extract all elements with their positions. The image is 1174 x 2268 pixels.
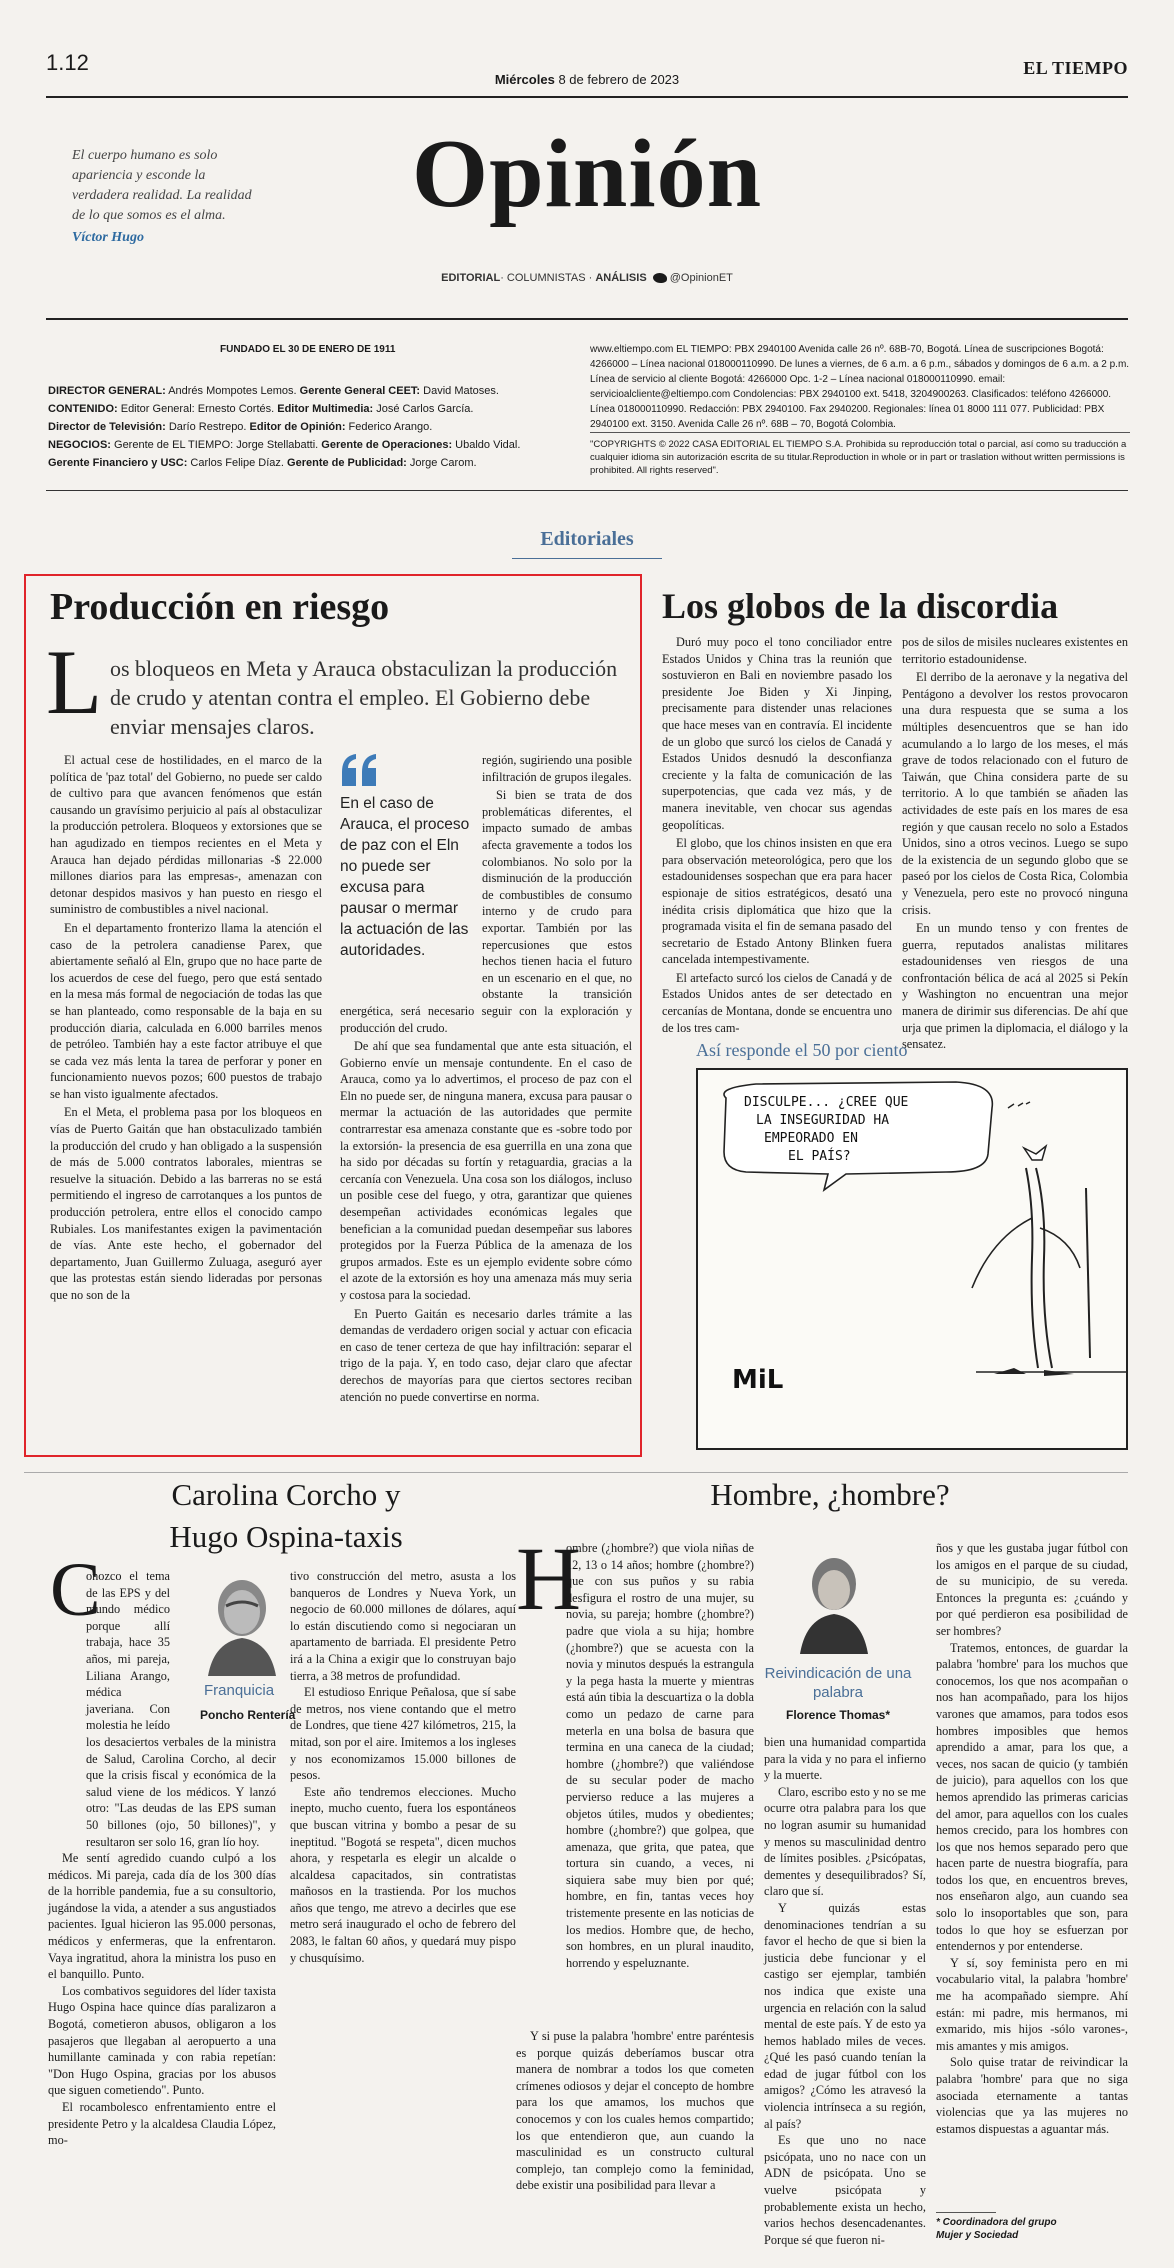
header-date <box>0 72 1174 87</box>
copyright-rule <box>590 432 1130 433</box>
paragraph: De ahí que sea fundamental que ante esta situación, el Gobierno envíe un mensaje contundente. En el caso de Arauca, como ya lo advertimos, el proceso de paz con el Eln no puede ser, de ninguna manera, excusa para pausar o mermar la actuación de las autoridades que permite contrarrestar esa amenaza constante que es -sobre todo por la extorsión- la presencia de esa guerrilla en una zona que ha sido por décadas su fortín y retaguardia, gracias a la cercanía con Venezuela. Una cosa son los diálogos, incluso un posible cese del fuego, y otra, garantizar que quienes desempeñan actividades económicas legales que benefician a la comunidad puedan desempeñar sus labores protegidos por la Fuerza Pública de la amenaza de los grupos armados. Este es un ejemplo evidente sobre cómo el azote de la extorsión es hoy una amenaza más muy seria y costosa para la sociedad. <box>340 1039 632 1302</box>
article-column <box>50 752 322 1306</box>
footnote-line: Mujer y Sociedad <box>936 2230 1019 2241</box>
top-rule <box>46 96 1128 98</box>
epigraph-quote: El cuerpo humano es solo apariencia y esconde la verdadera realidad. La realidad de lo que somos es el alma. <box>72 148 252 223</box>
column-title: Hombre, ¿hombre? <box>710 1477 950 1512</box>
paragraph: onozco el tema de las EPS y del mundo médico porque allí trabaja, hace 35 años, mi pareja, Liliana Arango, médica javeriana. Con molestia he leído los desaciertos verbales de la ministra de Salud, Carolina Corcho, al decir que la crisis fiscal y económica de la salud viene de los médicos. Y lanzó otro: "Las deudas de las EPS suman 50 billones (ojo, 50 billones)", y resultaron ser solo 16, gran lío hoy. <box>86 1569 276 1849</box>
paragraph: Duró muy poco el tono conciliador entre Estados Unidos y China tras la reunión que sostuvieron en Bali en noviembre pasado los presidente Joe Biden y Xi Jinping, precisamente para distender unas relaciones que hace meses van en contravía. El incidente de un globo que surcó los cielos de Canadá y Estados Unidos desnudó la desconfianza creciente y la falta de comunicación de las superpotencias, que cada vez más, y de manera inevitable, ven chocar sus agendas geopolíticas. <box>662 635 892 832</box>
twitter-bird-icon <box>653 273 667 283</box>
founded-line: FUNDADO EL 30 DE ENERO DE 1911 <box>220 344 396 355</box>
date-rest: 8 de febrero de 2023 <box>558 72 680 87</box>
paragraph: ombre (¿hombre?) que viola niñas de 12, 13 o 14 años; hombre (¿hombre?) que con sus puños y su rabia desfigura el rostro de una mujer, su novia, su pareja; hombre (¿hombre?) padre que viola a su hija; hombre (¿hombre?) que se acuesta con la novia y minutos después la estrangula y la pega hasta la muerte y mientras está aún tibia la descuartiza o la dobla como un pedazo de carne para meterla en una bolsa de basura que termina en una caneca de la ciudad; hombre (¿hombre?) que valiéndose de su secular poder de macho pervierso reduce a las mujeres a objetos útiles, mudos y obedientes; hombre (¿hombre?) que golpea, que amenaza, que grita, que patea, que tortura sin cuando, a veces, ni siquiera sabe muy bien por qué; hombre, en fin, tantas veces hoy tristemente presente en las noticias de los medios. Hombre que, de hecho, son hombres, en un plural inaudito, horrendo y espeluznante. <box>566 1541 754 1970</box>
title-line: Carolina Corcho y <box>171 1477 401 1512</box>
section-title: Opinión <box>411 120 763 228</box>
section-nav <box>0 272 1174 284</box>
pullquote-text: En el caso de Arauca, el proceso de paz con el Eln no puede ser excusa para pausar o mermar la actuación de las autoridades. <box>340 794 470 959</box>
staff-list <box>48 382 588 472</box>
contact-info: www.eltiempo.com EL TIEMPO: PBX 2940100 Avenida calle 26 nº. 68B-70, Bogotá. Línea de suscripciones Bogotá: 4266000 – Línea nacional 018000110990. De lunes a viernes, de 6 a.m. a 6 p.m., sábados y domingos de 6 a.m. a 2 p.m. Línea de servicio al cliente Bogotá: 4266000 Opc. 1-2 – Línea nacional 018000110990. email: servicioalcliente@eltiempo.com Condolencias: PBX 2940100 ext. 5418, 3204900263. Clasificados: teléfono 4266000. Línea 018000110990. Redacción: PBX 2940100. Fax 2940200. Regionales: línea 01 8000 111 077. Publicidad: PBX 2940100 ext. 3150. Avenida Calle 26 nº. 68B – 70, Bogotá Colombia. <box>590 344 1130 430</box>
article-column <box>764 1734 926 2248</box>
paragraph: región, sugiriendo una posible infiltración de grupos ilegales. <box>482 753 632 784</box>
paragraph: Es que uno no nace psicópata, uno no nace con un ADN de psicópata. Uno se vuelve psicópata y probablemente exista un hecho, varios hechos desencadenantes. Porque sé que fueron ni- <box>764 2133 926 2247</box>
nav-editorial[interactable]: EDITORIAL <box>441 272 501 284</box>
editoriales-underline <box>512 558 662 559</box>
masthead-rule <box>46 490 1128 491</box>
paragraph: Claro, escribo esto y no se me ocurre otra palabra para los que no logran asumir su humanidad y menos su masculinidad dentro de límites posibles. ¿Psicópatas, dementes y desequilibrados? Sí, claro que sí. <box>764 1784 926 1899</box>
date-day: Miércoles <box>494 72 555 87</box>
paragraph: Si bien se trata de dos problemáticas diferentes, el impacto sumado de ambas afecta gravemente a todos los colombianos. No solo por la disminución de la producción de combustibles de consumo interno y de crudo para exportar. También por las repercusiones que estos hechos tienen hacia el futuro en un escenario en el que, no obstante la transición energética, será necesario seguir con la exploración y producción del crudo. <box>340 788 632 1035</box>
brand-name: EL TIEMPO <box>1023 58 1128 78</box>
paragraph: tivo construcción del metro, asusta a los banqueros de Londres y Nueva York, un negocio de 60.000 millones de dólares, aquí lo están discutiendo como si negociaran un apartamento de barriada. El presidente Petro irá a la China a exigir que lo construyan bajo tierra, a 38 metros de profundidad. <box>290 1569 516 1683</box>
staff-row: NEGOCIOS: Gerente de EL TIEMPO: Jorge Stellabatti. Gerente de Operaciones: Ubaldo Vidal. <box>48 439 521 451</box>
paragraph: En el departamento fronterizo llama la atención el caso de la petrolera canadiense Parex, que abiertamente señaló al Eln, grupo que no hace parte de los acuerdos de cese del fuego, pero que está sentado en la mesa más formal de negociación de todas las que se han planteado, como responsable de la baja en su producción diaria, calculada en 6.000 barriles menos de petróleo. También hay a este factor atribuye el que se cada vez más lenta la tarea de perforar y poner en funcionamiento nuevos pozos; 600 puestos de trabajo se han visto igualmente afectados. <box>50 920 322 1101</box>
author-footnote <box>936 2216 1128 2242</box>
drop-cap: H <box>516 1530 581 1629</box>
article-column <box>902 634 1128 1055</box>
paragraph: Solo quise tratar de reivindicar la palabra 'hombre' para que no siga asociada eternamente a tantas violencias que ya las mujeres no estamos dispuestas a aguantar más. <box>936 2055 1128 2136</box>
staff-row: Gerente Financiero y USC: Carlos Felipe Díaz. Gerente de Publicidad: Jorge Carom. <box>48 457 477 469</box>
twitter-handle[interactable]: @OpinionET <box>669 272 733 284</box>
paragraph: pos de silos de misiles nucleares existentes en territorio estadounidense. <box>902 635 1128 666</box>
article-title: Producción en riesgo <box>50 586 390 628</box>
article-lede: os bloqueos en Meta y Arauca obstaculizan la producción de crudo y atentan contra el empleo. El Gobierno debe enviar mensajes claros. <box>110 656 618 739</box>
paragraph: El rocambolesco enfrentamiento entre el presidente Petro y la alcaldesa Claudia López, mo- <box>48 2100 276 2148</box>
article-title: Los globos de la discordia <box>662 586 1059 626</box>
cartoon-caption: Así responde el 50 por ciento <box>696 1040 908 1060</box>
article-column <box>662 634 892 1038</box>
paragraph: El actual cese de hostilidades, en el marco de la política de 'paz total' del Gobierno, no puede ser caldo de cultivo para que avancen fenómenos que están causando un gravísimo perjuicio al país al obstaculizar la producción petrolera. Bloqueos y extorsiones que se han agudizado en tiempos recientes en el Meta y Arauca han dejado pérdidas millonarias -$ 22.000 millones diarios para las empresas-, amenazan con detonar despidos masivos y han puesto en riesgo el suministro de combustibles a nivel nacional. <box>50 753 322 917</box>
title-line: Hugo Ospina-taxis <box>169 1519 403 1554</box>
author-portrait <box>786 1544 882 1654</box>
column-name: Franquicia <box>204 1682 275 1699</box>
paragraph: Y si puse la palabra 'hombre' entre paréntesis es porque quizás deberíamos buscar otra manera de nombrar a todos los que cometen crímenes odiosos y dejar el concepto de hombre para los que amamos, los muchos que conocemos y con los cuales hemos compartido; los que entendieron que, aun cuando la masculinidad es un constructo cultural complejo, tan complejo como la feminidad, debe existir una posibilidad para llevar a <box>516 2029 754 2193</box>
staff-row: Director de Televisión: Darío Restrepo. Editor de Opinión: Federico Arango. <box>48 421 433 433</box>
paragraph: Me sentí agredido cuando culpó a los médicos. Mi pareja, cada día de los 300 días de la horrible pandemia, fue a su consultorio, jugándose la vida, a atender a sus angustiados pacientes. Igual hicieron las 95.000 personas, médicos y enfermeras, que la enfrentaron. Vaya ingratitud, ahora la ministra los puso en el banquillo. Punto. <box>48 1851 276 1982</box>
editoriales-label: Editoriales <box>540 528 634 550</box>
author-name: Poncho Rentería <box>200 1708 296 1722</box>
header-bottom-rule <box>46 318 1128 320</box>
bubble-line: EL PAÍS? <box>788 1149 851 1164</box>
column-subtitle: Reivindicación de una palabra <box>764 1665 912 1701</box>
paragraph: bien una humanidad compartida para la vida y no para el infierno y la muerte. <box>764 1735 926 1783</box>
paragraph: Este año tendremos elecciones. Mucho inepto, mucho cuento, fuera los espontáneos que buscan vitrina y bombo a pesar de su ineptitud. "Bogotá se respeta", dicen muchos ahora, y respetarla es elegir un alcalde o alcaldesa capacitados, sin contratistas mañosos en la trastienda. Por los muchos años que tengo, me atrevo a decirles que ese metro será inaugurado el ocho de febrero del 2083, le faltan 60 años, y quedará muy pispo y chusquísimo. <box>290 1784 516 1965</box>
paragraph: En el Meta, el problema pasa por los bloqueos en vías de Puerto Gaitán que han obstaculizado también la producción del crudo y han obligado a la suspensión de más de 5.000 contratos laborales, mientras se resuelve la situación. Debido a las barreras no se está permitiendo el ingreso de carrotanques a los puntos de producción petrolera, entre ellos el conocido campo Rubiales. Los manifestantes exigen la pavimentación de vías. Ante este hecho, el gobernador del departamento, Juan Guillermo Zuluaga, aseguró ayer que las protestas están siendo lideradas por personas que no son de la <box>50 1105 322 1302</box>
cartoon-signature: MiL <box>732 1365 784 1395</box>
pullquote-box <box>340 752 472 992</box>
paragraph: En un mundo tenso y con frentes de guerra, reputados analistas militares estadounidenses ven riesgos de una confrontación bélica de acá al 2025 si Pekín y Washington no encuentran una mejor manera de dirimir sus diferencias. De ahí que urja que primen la diplomacia, el diálogo y la sensatez. <box>902 921 1128 1052</box>
paragraph: El globo, que los chinos insisten en que era para observación meteorológica, pero que los estadounidenses sospechan que era para hacer espionaje de sitios estratégicos, desató una inédita crisis diplomática que hizo que la programada visita el fin de semana pasado del secretario de Estado Antony Blinken fuera cancelada intempestivamente. <box>662 836 892 967</box>
staff-row: CONTENIDO: Editor General: Ernesto Cortés. Editor Multimedia: José Carlos García. <box>48 403 474 415</box>
article-column <box>340 752 632 1407</box>
paragraph: Y sí, soy feminista pero en mi vocabulario vital, la palabra 'hombre' me ha acompañado siempre. Ahí están: mi padre, mis hermanos, mi exmarido, mis hijos -sólo varones-, mis amantes y mis amigos. <box>936 1955 1128 2053</box>
paragraph: El artefacto surcó los cielos de Canadá y de Estados Unidos antes de ser detectado en cercanías de Montana, donde se encuentra uno de los tres cam- <box>662 970 892 1035</box>
paragraph: ños y que les gustaba jugar fútbol con los amigos en el parque de su ciudad, de su municipio, de su vereda. Entonces la pregunta es: ¿cuándo y por qué perdieron esa posibilidad de ser hombres? <box>936 1541 1128 1638</box>
paragraph: Tratemos, entonces, de guardar la palabra 'hombre' para los muchos que conocemos, los que nos acompañan o nos han acompañado, para los hijos varones que amamos, para todos esos hombres imposibles que hemos aprendido a amar, para los que, a veces, nos sacan de quicio (y también de juicio), para aquellos con los que hemos aprendido las primeras caricias del amor, para aquellos con los cuales hemos crecido, para los hombres con los que nos hemos separado pero que hacen parte de nuestra biografía, para todos los que, en encuentros breves, nos enseñaron algo, aun cuando sea solo lo insoportables que son, para todos lo que hoy se esfuerzan por entendernos y por entenderse. <box>936 1640 1128 1954</box>
bubble-line: LA INSEGURIDAD HA <box>756 1113 890 1128</box>
article-column <box>516 2028 754 2194</box>
page-number: 1.12 <box>46 50 89 75</box>
footnote-line: * Coordinadora del grupo <box>936 2217 1057 2228</box>
author-name: Florence Thomas* <box>785 1708 891 1722</box>
paragraph: El derribo de la aeronave y la negativa del Pentágono a devolver los restos provocaron una dura respuesta que se suma a los múltiples desencuentros que se han ido acumulando a lo largo de los meses, el más grave de todos relacionado con el futuro de Taiwán, que China considera parte de su territorio. A lo que también se añaden las actividades de este país en los mares de esa región y que causan recelo no solo a Estados Unidos, sino a otros vecinos. Luego se supo de la existencia de un segundo globo que se paseó por los cielos de Costa Rica, Colombia y Venezuela, pero este no provocó ninguna crisis. <box>902 670 1128 917</box>
epigraph-author: Víctor Hugo <box>72 230 144 245</box>
bubble-line: EMPEORADO EN <box>764 1131 858 1146</box>
copyright-notice: "COPYRIGHTS © 2022 CASA EDITORIAL EL TIEMPO S.A. Prohibida su reproducción total o parcial, así como su traducción a cualquier idioma sin autorización escrita de su titular.Reproduction in whole or in part or traslation without written permissions is prohibited. All rights reserved". <box>590 439 1127 476</box>
paragraph: El estudioso Enrique Peñalosa, que sí sabe de metros, nos viene contando que el metro de Londres, que tiene 427 kilómetros, 215, la mitad, son por el aire. Imitemos a los ingleses y nos economizamos 15.000 billones de pesos. <box>290 1685 516 1783</box>
article-column <box>290 1568 516 1966</box>
paragraph: Los combativos seguidores del líder taxista Hugo Ospina hace quince días paralizaron a Bogotá, cometieron abusos, obligaron a los pasajeros que llegaban al aeropuerto a una humillante caminada y con rabia repetían: "Don Hugo Ospina, gracias por los abusos que siguen cometiendo". Punto. <box>48 1983 276 2098</box>
bubble-line: DISCULPE... ¿CREE QUE <box>744 1095 909 1110</box>
column-title <box>46 1474 526 1558</box>
paragraph: Y quizás estas denominaciones tendrían a su favor el hecho de que si bien la justicia debe funcionar y el castigo ser ejemplar, también nos indica que existe una urgencia en relación con la salud mental de este país. Y de esto ya hemos hablado miles de veces. ¿Qué les pasó cuando tenían la edad de jugar fútbol con los amigos? ¿Cómo les atravesó la violencia intrínseca a su región, al país? <box>764 1900 926 2131</box>
author-portrait <box>196 1566 288 1676</box>
staff-row: DIRECTOR GENERAL: Andrés Mompotes Lemos. Gerente General CEET: David Matoses. <box>48 385 499 397</box>
drop-cap: L <box>46 631 103 733</box>
footnote-rule <box>936 2212 996 2213</box>
paragraph: En Puerto Gaitán es necesario darles trámite a las demandas de verdadero origen social y actuar con eficacia en caso de tener certeza de que hay infiltración: separar el trigo de la paja. Y, en todo caso, dejar claro que afectar derechos de mayorías para que ciertos sectores reciban atención no puede convertirse en norma. <box>340 1306 632 1404</box>
article-column <box>936 1540 1128 2137</box>
cartoon-illustration <box>696 1068 1128 1450</box>
article-column <box>566 1540 754 1971</box>
drop-cap: C <box>50 1548 101 1632</box>
nav-analisis[interactable]: ANÁLISIS <box>595 272 647 284</box>
nav-columnistas[interactable]: · COLUMNISTAS · <box>500 272 596 284</box>
section-divider <box>24 1472 1128 1473</box>
quote-mark-icon <box>340 752 380 788</box>
